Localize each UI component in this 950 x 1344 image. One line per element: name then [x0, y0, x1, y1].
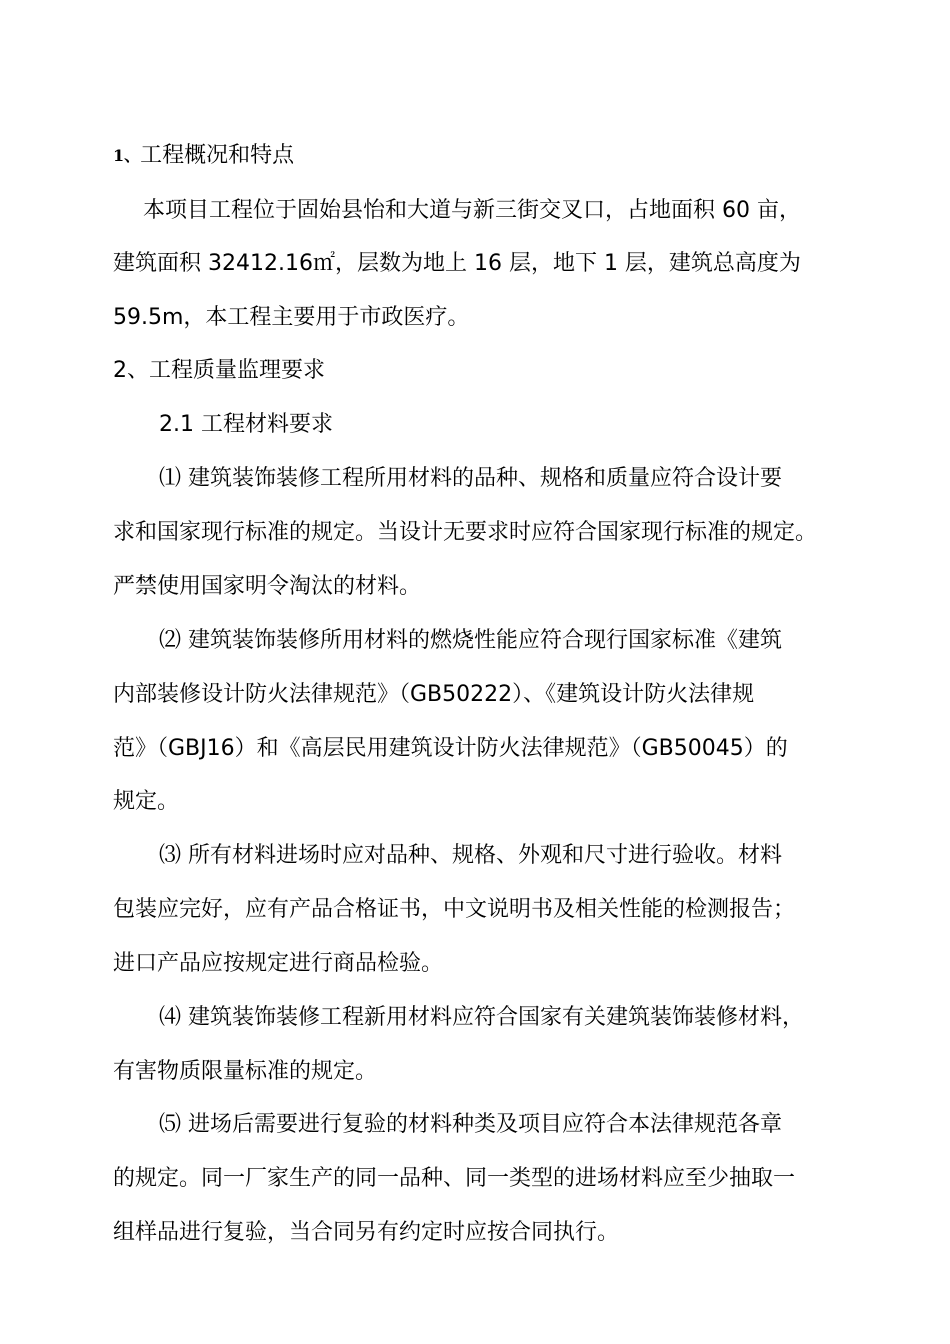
- section-1-paragraph-line: 本项目工程位于固始县怡和大道与新三街交叉口，占地面积 60 亩，: [143, 198, 801, 223]
- item-1-line: 求和国家现行标准的规定。当设计无要求时应符合国家现行标准的规定。: [113, 520, 818, 545]
- item-1-line: 严禁使用国家明令淘汰的材料。: [113, 574, 422, 599]
- section-2-heading: 2、工程质量监理要求: [113, 358, 325, 383]
- section-1-paragraph-line: 建筑面积 32412.16㎡，层数为地上 16 层，地下 1 层，建筑总高度为: [113, 251, 801, 276]
- item-1-line: ⑴ 建筑装饰装修工程所用材料的品种、规格和质量应符合设计要: [159, 466, 782, 491]
- item-3-line: 包装应完好，应有产品合格证书，中文说明书及相关性能的检测报告；: [113, 897, 796, 922]
- item-2-line: 内部装修设计防火法律规范》（GB50222）、《建筑设计防火法律规: [113, 682, 755, 707]
- item-2-line: ⑵ 建筑装饰装修所用材料的燃烧性能应符合现行国家标准《建筑: [159, 628, 782, 653]
- item-4-line: ⑷ 建筑装饰装修工程新用材料应符合国家有关建筑装饰装修材料，: [159, 1005, 804, 1030]
- item-5-line: 组样品进行复验，当合同另有约定时应按合同执行。: [113, 1220, 620, 1245]
- section-1-number: 1、: [113, 146, 141, 165]
- item-5-line: ⑸ 进场后需要进行复验的材料种类及项目应符合本法律规范各章: [159, 1112, 782, 1137]
- item-4-line: 有害物质限量标准的规定。: [113, 1059, 378, 1084]
- item-2-line: 范》（GBJ16）和《高层民用建筑设计防火法律规范》（GB50045）的: [113, 736, 788, 761]
- section-1-paragraph-line: 59.5m，本工程主要用于市政医疗。: [113, 305, 470, 330]
- item-2-line: 规定。: [113, 789, 180, 814]
- section-1-title: 工程概况和特点: [140, 143, 295, 168]
- item-5-line: 的规定。同一厂家生产的同一品种、同一类型的进场材料应至少抽取一: [113, 1166, 796, 1191]
- item-3-line: 进口产品应按规定进行商品检验。: [113, 951, 444, 976]
- section-1-heading: [113, 141, 294, 171]
- item-3-line: ⑶ 所有材料进场时应对品种、规格、外观和尺寸进行验收。材料: [159, 843, 782, 868]
- subsection-2-1-heading: 2.1 工程材料要求: [159, 412, 333, 437]
